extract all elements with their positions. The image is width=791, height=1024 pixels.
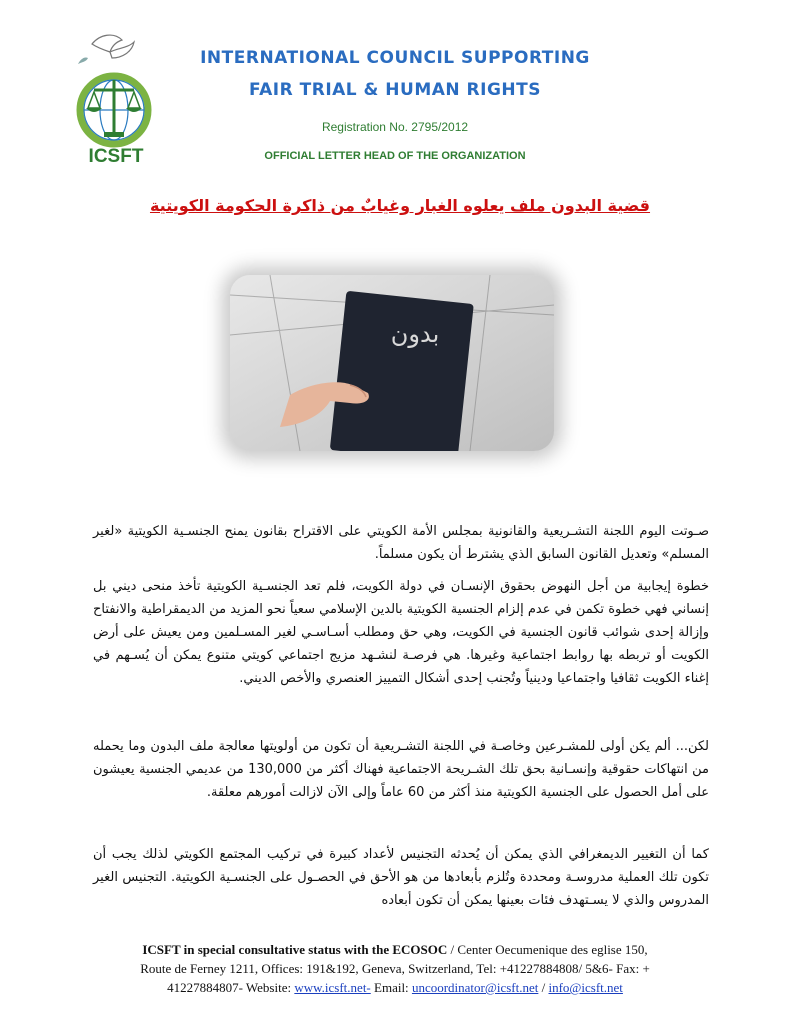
hand-holding-passport-image-icon (230, 275, 554, 451)
organization-name-line1: INTERNATIONAL COUNCIL SUPPORTING (200, 48, 590, 68)
footer-status: ICSFT in special consultative status with the ECOSOC (142, 942, 448, 957)
paragraph-1: صـوتت اليوم اللجنة التشـريعية والقانونية بمجلس الأمة الكويتي على الاقتراح بقانون يمنح الجنسـية الكويتية «لغير المسلم» وتعديل القانون السابق الذي يشترط أن يكون مسلماً. (93, 524, 709, 562)
paragraph-2: خطوة إيجابية من أجل النهوض بحقوق الإنسـان في دولة الكويت، فلم تعد الجنسـية الكويتية تأخذ منحى ديني بل إنساني فهي خطوة تكمن في عدم إلزام الجنسية الكويتية بالدين الإسلامي سعياً نحو المزيد من الديمقراطية والانفتاح وإزالة إحدى شوائب قانون الجنسية في الكويت، وهي حق ومطلب أسـاسـي لغير المسـلمين ومن يعيش على أرض الكويت أو تربطه بها روابط اجتماعية وغيرها. هي فرصـة لنشـهد مزيج اجتماعي كويتي متنوع يمكن أن يُسـهم في إغناء الكويت ثقافيا واجتماعيا ودينياً وتُجنب إحدى أشكال التمييز العنصري والأخص الديني. (93, 579, 709, 686)
paragraph-3: لكن... ألم يكن أولى للمشـرعين وخاصـة في اللجنة التشـريعية أن تكون من أولويتها معالجة ملف البدون وما يحمله من انتهاكات حقوقية وإنسـانية بحق تلك الشـريحة الاجتماعية فهناك أكثر من 130,000 من عديمي الجنسية يعيشون على أمل الحصول على الجنسية الكويتية منذ أكثر من 60 عاماً وإلى الآن لازالت أمورهم معلقة. (93, 739, 709, 800)
email-link-info[interactable]: info@icsft.net (548, 980, 623, 995)
logo-text: ICSFT (88, 146, 144, 167)
footer-address-1: / Center Oecumenique des eglise 150, (447, 942, 648, 957)
registration-number: Registration No. 2795/2012 (321, 120, 469, 134)
article-photo (230, 275, 554, 451)
footer-fax-website-label: 41227884807- Website: (167, 980, 295, 995)
website-link[interactable]: www.icsft.net- (294, 980, 371, 995)
footer (70, 940, 720, 997)
email-label: Email: (370, 980, 412, 995)
email-separator: / (538, 980, 549, 995)
footer-address-2: Route de Ferney 1211, Offices: 191&192, Geneva, Switzerland, Tel: +41227884808/ 5&6- Fax: + (140, 961, 650, 976)
paragraph-4: كما أن التغيير الديمغرافي الذي يمكن أن يُحدثه التجنيس لأعداد كبيرة في تركيب المجتمع الكويتي لذلك يجب أن تكون تلك العملية مدروسـة ومحددة وتُلزم بأبعادها من هو الأحق في الحصـول على الجنسـية الكويتية. التجنيس الغير المدروس والذي لا يسـتهدف فئات بعينها يمكن أن تكون أبعاده (93, 847, 709, 908)
official-letterhead-label: OFFICIAL LETTER HEAD OF THE ORGANIZATION (264, 150, 526, 162)
passport-label: بدون (390, 320, 440, 348)
organization-name-line2: FAIR TRIAL & HUMAN RIGHTS (248, 80, 541, 100)
article-title: قضية البدون ملف يعلوه الغبار وغيابٌ من ذاكرة الحكومة الكويتية (149, 196, 651, 215)
email-link-coordinator[interactable]: uncoordinator@icsft.net (411, 980, 539, 995)
organization-logo (62, 22, 172, 172)
